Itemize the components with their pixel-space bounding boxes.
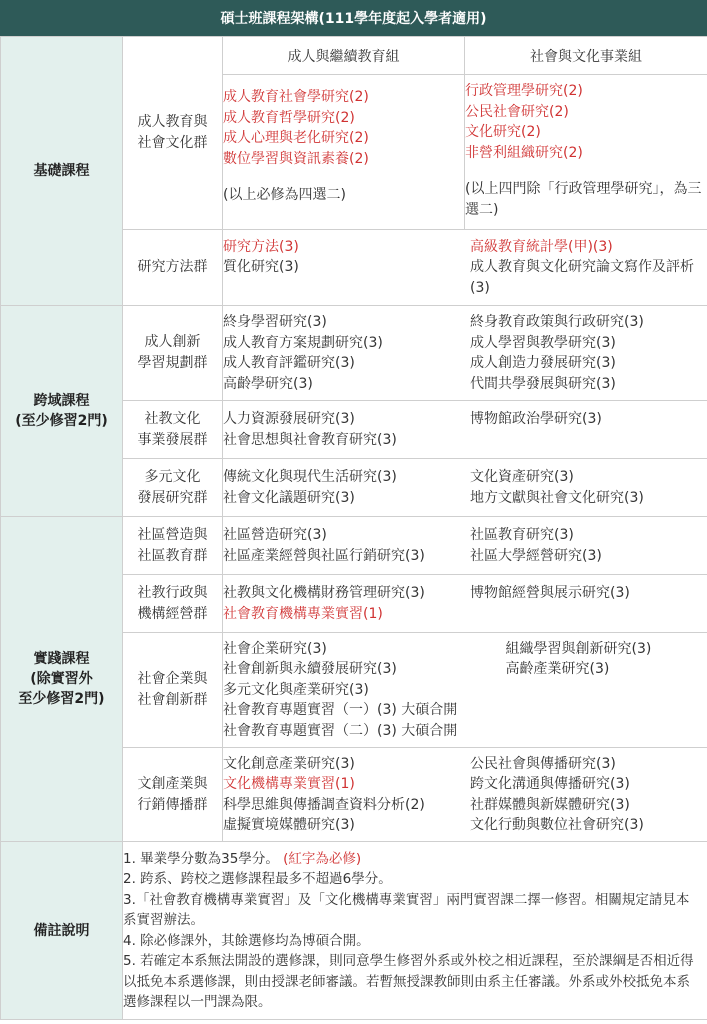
category-practice: [1, 517, 123, 842]
course: 成人學習與教學研究(3): [470, 334, 616, 351]
note-item: 4. 除必修課外，其餘選修均為博碩合開。: [123, 932, 370, 949]
group-adult-edu-culture: [123, 37, 223, 230]
group-label-line: 社區營造與: [137, 526, 208, 543]
group-label-line: 社會創新群: [137, 692, 208, 708]
group-courses: [223, 748, 707, 842]
course: 公民社會與傳播研究(3): [470, 755, 616, 772]
group-cultural-industry: [123, 748, 223, 842]
course: 文化行動與數位社會研究(3): [470, 817, 644, 833]
note-item: [123, 849, 699, 870]
page-title: 碩士班課程架構(111學年度起入學者適用): [0, 0, 707, 37]
course: 終身學習研究(3): [223, 314, 327, 330]
course: 社教與文化機構財務管理研究(3): [223, 585, 425, 601]
course-required: 社會教育機構專業實習(1): [223, 605, 383, 622]
course: 成人教育方案規劃研究(3): [223, 334, 383, 351]
group-adult-innovation: [123, 306, 223, 401]
elective-note: (以上四門除「行政管理學研究」，為三選二): [465, 181, 702, 218]
course: 社會教育專題實習（一）(3) 大碩合開: [223, 702, 458, 719]
group-social-culture-dev: [123, 401, 223, 459]
course-required: 成人教育哲學研究(2): [223, 109, 355, 126]
group-label-line: 機構經營群: [137, 605, 208, 622]
group-label-line: 社區教育群: [137, 547, 208, 564]
course-required: 高級教育統計學(甲)(3): [470, 238, 613, 255]
group-research-methods: [123, 230, 223, 306]
course-required: 行政管理學研究(2): [465, 83, 583, 99]
group-label-line: 社會文化群: [137, 135, 208, 151]
course: 社群媒體與新媒體研究(3): [470, 796, 630, 813]
course-required: 成人心理與老化研究(2): [223, 130, 369, 146]
category-label-line: (至少修習2門): [15, 413, 108, 429]
course: 成人創造力發展研究(3): [470, 355, 616, 371]
course: 社區大學經營研究(3): [470, 547, 602, 564]
group-label-line: 社會企業與: [137, 671, 208, 687]
note-item: 3.「社會教育機構專業實習」及「文化機構專業實習」兩門實習課二擇一修習。相關規定請見本系實習辦法。: [123, 891, 690, 928]
course-required: 文化機構專業實習(1): [223, 776, 355, 792]
notes-row: [1, 842, 707, 1020]
methods-courses: [223, 230, 707, 306]
note-text: 1. 畢業學分數為35學分。: [123, 850, 279, 867]
course: 代間共學發展與研究(3): [470, 375, 616, 392]
course: 人力資源發展研究(3): [223, 411, 355, 427]
group-courses: [223, 306, 707, 401]
category-label-line: 實踐課程: [33, 651, 90, 667]
foundation-col2-courses: [465, 75, 707, 230]
group-admin-institution: [123, 575, 223, 633]
category-foundation: [1, 37, 123, 306]
note-required-hint: (紅字為必修): [283, 850, 362, 867]
category-foundation-label: 基礎課程: [33, 163, 90, 179]
group-courses: [223, 575, 707, 633]
course-required: 文化研究(2): [465, 124, 541, 140]
course: 社區教育研究(3): [470, 527, 574, 543]
course-table: [0, 36, 707, 1020]
course: 博物館政治學研究(3): [470, 411, 602, 427]
course: 成人教育與文化研究論文寫作及評析(3): [470, 259, 694, 296]
group-label-line: 研究方法群: [137, 259, 208, 275]
group-label-line: 發展研究群: [137, 489, 208, 506]
group-label-line: 事業發展群: [137, 431, 208, 448]
course: 社會教育專題實習（二）(3) 大碩合開: [223, 722, 458, 739]
group-courses: [223, 633, 707, 748]
notes-content: [123, 842, 707, 1020]
group-label-line: 行銷傳播群: [137, 796, 208, 813]
table-row: [1, 306, 707, 401]
course: 虛擬實境媒體研究(3): [223, 817, 355, 833]
course-required: 數位學習與資訊素養(2): [223, 150, 369, 167]
category-label-line: (除實習外: [30, 671, 93, 687]
category-label-line: 跨域課程: [33, 393, 90, 409]
group-label-line: 文創產業與: [137, 775, 208, 792]
course: 社區產業經營與社區行銷研究(3): [223, 547, 425, 564]
course-required: 成人教育社會學研究(2): [223, 89, 369, 105]
group-label-line: 成人創新: [144, 334, 201, 350]
category-notes: [1, 842, 123, 1020]
course: 文化資產研究(3): [470, 469, 574, 485]
category-label-line: 至少修習2門): [18, 691, 105, 707]
course: 社會創新與永續發展研究(3): [223, 661, 397, 678]
course: 組織學習與創新研究(3): [505, 640, 652, 657]
group-label-line: 多元文化: [144, 468, 201, 485]
course: 科學思維與傳播調查資料分析(2): [223, 796, 425, 813]
course: 社會企業研究(3): [223, 640, 327, 657]
group-social-enterprise: [123, 633, 223, 748]
group-courses: [223, 517, 707, 575]
course: 地方文獻與社會文化研究(3): [470, 489, 644, 506]
group-label-line: 社教文化: [144, 410, 201, 427]
course-required: 研究方法(3): [223, 238, 299, 255]
course: 終身教育政策與行政研究(3): [470, 314, 644, 330]
column-header-social-culture: 社會與文化事業組: [465, 37, 707, 75]
course-required: 公民社會研究(2): [465, 103, 569, 120]
elective-note: (以上必修為四選二): [223, 187, 346, 203]
group-label-line: 社教行政與: [137, 584, 208, 601]
course: 跨文化溝通與傳播研究(3): [470, 776, 630, 792]
note-item: 5. 若確定本系無法開設的選修課，則同意學生修習外系或外校之相近課程，至於課綱是否相近得以抵免本系選修課，則由授課老師審議。若暫無授課教師則由系主任審議。外系或外校抵免本系選修課程以一門課為限。: [123, 953, 694, 1010]
group-courses: [223, 401, 707, 459]
course: 成人教育評鑑研究(3): [223, 355, 355, 371]
group-label-line: 成人教育與: [137, 114, 208, 130]
course: 文化創意產業研究(3): [223, 755, 355, 772]
course: 社會思想與社會教育研究(3): [223, 431, 397, 448]
course: 多元文化與產業研究(3): [223, 681, 369, 698]
column-header-row: [1, 37, 707, 75]
category-notes-label: 備註說明: [33, 922, 90, 939]
group-multicultural-dev: [123, 459, 223, 517]
group-community: [123, 517, 223, 575]
course: 質化研究(3): [223, 259, 299, 276]
course: 博物館經營與展示研究(3): [470, 585, 630, 601]
course-required: 非營利組織研究(2): [465, 144, 583, 161]
course: 傳統文化與現代生活研究(3): [223, 469, 397, 485]
category-cross-domain: [1, 306, 123, 517]
group-label-line: 學習規劃群: [137, 355, 208, 371]
note-item: 2. 跨系、跨校之選修課程最多不超過6學分。: [123, 871, 392, 887]
group-courses: [223, 459, 707, 517]
course: 社會文化議題研究(3): [223, 489, 355, 506]
course: 高齡學研究(3): [223, 375, 313, 392]
course: 高齡產業研究(3): [505, 661, 610, 678]
table-row: [1, 517, 707, 575]
foundation-col1-courses: [223, 75, 465, 230]
column-header-adult-edu: 成人與繼續教育組: [223, 37, 465, 75]
course: 社區營造研究(3): [223, 527, 327, 543]
